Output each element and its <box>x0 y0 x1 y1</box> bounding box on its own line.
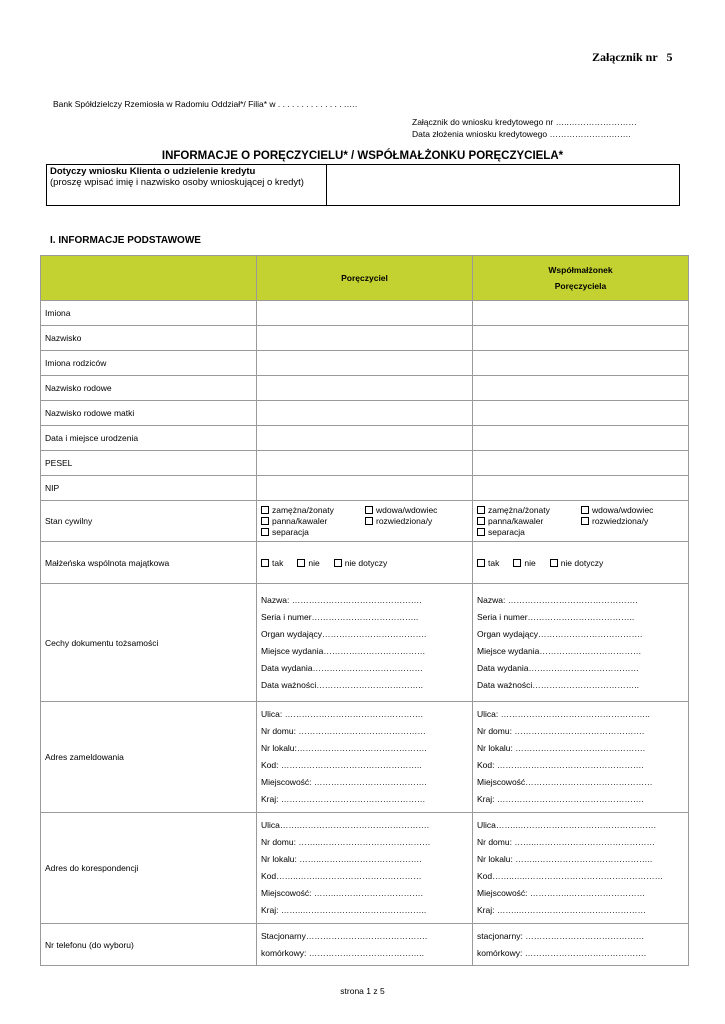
checkbox[interactable] <box>261 559 269 567</box>
guarantor-pesel-field[interactable] <box>257 451 473 476</box>
checkbox[interactable] <box>477 506 485 514</box>
section-title: I. INFORMACJE PODSTAWOWE <box>50 235 201 246</box>
property-regime-row <box>41 542 689 584</box>
checkbox[interactable] <box>261 506 269 514</box>
guarantor-surname-field[interactable] <box>257 326 473 351</box>
table-row <box>41 476 689 501</box>
option-label: nie dotyczy <box>560 557 604 568</box>
civil-status-row <box>41 501 689 542</box>
spouse-mother-maiden-name-field[interactable] <box>473 401 689 426</box>
checkbox[interactable] <box>334 559 342 567</box>
option-label: rozwiedziona/y <box>592 515 649 526</box>
checkbox[interactable] <box>365 517 373 525</box>
checkbox[interactable] <box>365 506 373 514</box>
table-row <box>41 376 689 401</box>
row-label: NIP <box>41 476 257 501</box>
id-document-row <box>41 584 689 702</box>
row-label: Nazwisko rodowe matki <box>41 401 257 426</box>
application-number-line: Załącznik do wniosku kredytowego nr …..…………………… <box>412 117 637 127</box>
row-label: Imiona rodziców <box>41 351 257 376</box>
spouse-birth-field[interactable] <box>473 426 689 451</box>
spouse-registered-address[interactable]: Ulica: …………………………………………….. Nr domu: ………………………………………. Nr lokalu: ………………………………………. Kod: ……………………………………………. Miejscowość……………………………………… Kraj: ……………………………………………. <box>473 702 689 813</box>
table-row <box>41 451 689 476</box>
table-row <box>41 401 689 426</box>
application-references <box>412 116 637 140</box>
spouse-nip-field[interactable] <box>473 476 689 501</box>
option-label: tak <box>272 557 284 568</box>
checkbox[interactable] <box>261 528 269 536</box>
option-label: wdowa/wdowiec <box>592 504 654 515</box>
checkbox[interactable] <box>477 559 485 567</box>
guarantor-civil-status <box>257 501 473 542</box>
checkbox[interactable] <box>297 559 305 567</box>
option-label: separacja <box>488 526 525 537</box>
spouse-maiden-name-field[interactable] <box>473 376 689 401</box>
checkbox[interactable] <box>581 517 589 525</box>
row-label: PESEL <box>41 451 257 476</box>
guarantor-phone[interactable]: Stacjonarny……………………………………. komórkowy: ………………………………….. <box>257 924 473 966</box>
option-label: tak <box>488 557 500 568</box>
spouse-phone[interactable]: stacjonarny: …………………………………… komórkowy: ……………………………………. <box>473 924 689 966</box>
row-label: Imiona <box>41 301 257 326</box>
bank-branch-line: Bank Spółdzielczy Rzemiosła w Radomiu Oddział*/ Filia* w . . . . . . . . . . . . . . .…. <box>53 99 358 109</box>
guarantor-property-regime <box>257 542 473 584</box>
spouse-first-names-field[interactable] <box>473 301 689 326</box>
request-value-field[interactable] <box>327 165 679 205</box>
checkbox[interactable] <box>477 517 485 525</box>
row-label: Nazwisko rodowe <box>41 376 257 401</box>
option-label: panna/kawaler <box>272 515 328 526</box>
request-label-cell <box>47 165 327 205</box>
row-label: Adres zameldowania <box>41 702 257 813</box>
row-label: Nazwisko <box>41 326 257 351</box>
request-label: Dotyczy wniosku Klienta o udzielenie kredytu <box>50 166 256 177</box>
checkbox[interactable] <box>477 528 485 536</box>
row-label: Cechy dokumentu tożsamości <box>41 584 257 702</box>
option-label: nie <box>308 557 320 568</box>
option-label: panna/kawaler <box>488 515 544 526</box>
option-label: separacja <box>272 526 309 537</box>
guarantor-nip-field[interactable] <box>257 476 473 501</box>
guarantor-correspondence-address[interactable]: Ulica…….………………………………………. Nr domu: ……..………………………………… Nr lokalu: ……..………..……………………. Kod……..……..……………………………… Miejscowość: ……..…………………………. Kraj: ……..…………………………………….. <box>257 813 473 924</box>
row-label: Stan cywilny <box>41 501 257 542</box>
phone-row <box>41 924 689 966</box>
table-header-row <box>41 256 689 301</box>
guarantor-registered-address[interactable]: Ulica: …………………………………………. Nr domu: ……………………………………… Nr lokalu:………………………………………. Kod: ………………………………………….. Miejscowość: …………………………………. Kraj: …………………………………………… <box>257 702 473 813</box>
option-label: zamężna/żonaty <box>488 504 550 515</box>
row-label: Data i miejsce urodzenia <box>41 426 257 451</box>
spouse-surname-field[interactable] <box>473 326 689 351</box>
page-number: strona 1 z 5 <box>340 986 385 996</box>
guarantor-parents-names-field[interactable] <box>257 351 473 376</box>
checkbox[interactable] <box>581 506 589 514</box>
header-blank <box>41 256 257 301</box>
table-row <box>41 326 689 351</box>
option-label: rozwiedziona/y <box>376 515 433 526</box>
checkbox[interactable] <box>261 517 269 525</box>
spouse-correspondence-address[interactable]: Ulica……..…………………………………………. Nr domu: ……..…………………………………… Nr lokalu: ……..………………………………….. Kod……..…..………………………………………… Miejscowość: …………..……………………… Kraj: ……..……………………………………… <box>473 813 689 924</box>
guarantor-birth-field[interactable] <box>257 426 473 451</box>
registered-address-row <box>41 702 689 813</box>
correspondence-address-row <box>41 813 689 924</box>
attachment-number: Załącznik nr 5 <box>592 50 673 64</box>
option-label: nie dotyczy <box>344 557 388 568</box>
guarantor-first-names-field[interactable] <box>257 301 473 326</box>
spouse-id-document[interactable]: Nazwa: ………………………………………. Seria i numer……………………………….. Organ wydający………………………………. Miejsce wydania……………………………… Data wydania………………………………… Data ważności……………………………….. <box>473 584 689 702</box>
form-title: INFORMACJE O PORĘCZYCIELU* / WSPÓŁMAŁŻONKU PORĘCZYCIELA* <box>161 150 564 162</box>
guarantor-mother-maiden-name-field[interactable] <box>257 401 473 426</box>
header-spouse: Współmałżonek Poręczyciela <box>473 256 689 301</box>
spouse-civil-status <box>473 501 689 542</box>
spouse-pesel-field[interactable] <box>473 451 689 476</box>
spouse-property-regime <box>473 542 689 584</box>
table-row <box>41 351 689 376</box>
spouse-parents-names-field[interactable] <box>473 351 689 376</box>
option-label: wdowa/wdowiec <box>376 504 438 515</box>
row-label: Małżeńska wspólnota majątkowa <box>41 542 257 584</box>
checkbox[interactable] <box>550 559 558 567</box>
table-row <box>41 301 689 326</box>
option-label: zamężna/żonaty <box>272 504 334 515</box>
checkbox[interactable] <box>513 559 521 567</box>
guarantor-id-document[interactable]: Nazwa: ………………………………………. Seria i numer……………………………….. Organ wydający………………………………. Miejsce wydania……………………………… Data wydania………………………………… Data ważności……………………………….. <box>257 584 473 702</box>
application-date-line: Data złożenia wniosku kredytowego ………………….……. <box>412 129 631 139</box>
table-row <box>41 426 689 451</box>
row-label: Nr telefonu (do wyboru) <box>41 924 257 966</box>
guarantor-maiden-name-field[interactable] <box>257 376 473 401</box>
header-guarantor: Poręczyciel <box>257 256 473 301</box>
request-box <box>46 164 680 206</box>
basic-info-table <box>40 255 689 966</box>
row-label: Adres do korespondencji <box>41 813 257 924</box>
request-hint: (proszę wpisać imię i nazwisko osoby wnioskującej o kredyt) <box>50 177 304 188</box>
option-label: nie <box>524 557 536 568</box>
